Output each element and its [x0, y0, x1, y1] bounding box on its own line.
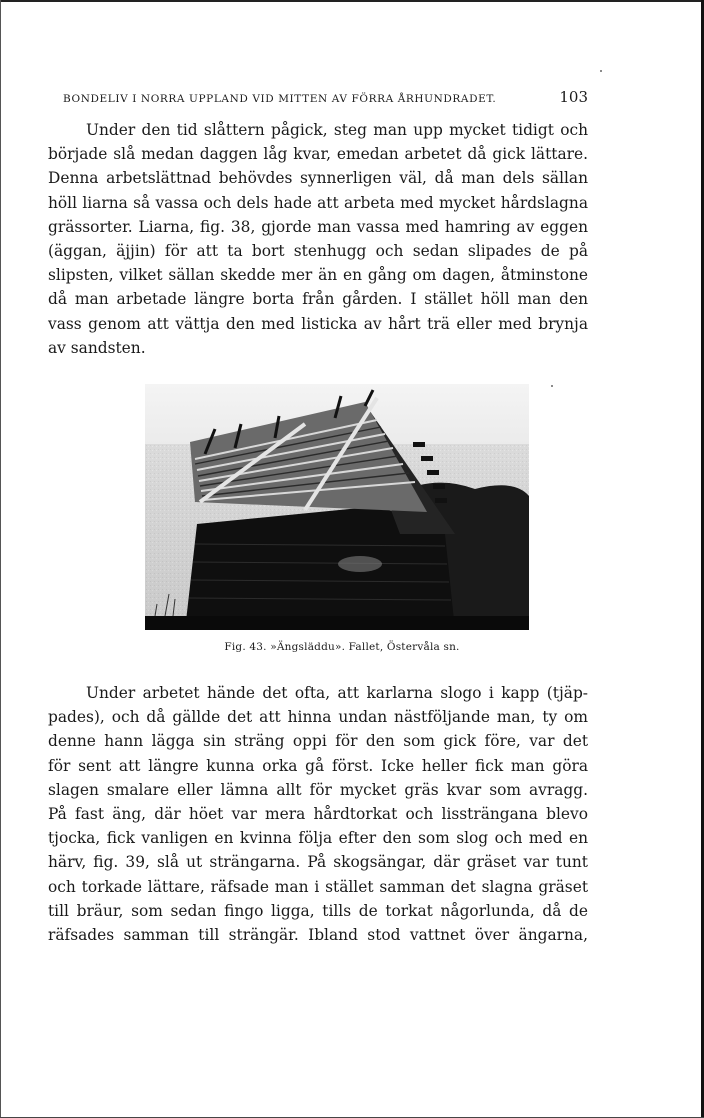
- scan-speck: [551, 385, 553, 387]
- text-line: vass genom att vättja den med listicka av hårt trä eller med brynja: [48, 314, 588, 333]
- text-line: slipsten, vilket sällan skedde mer än en gång om dagen, åtminstone: [48, 266, 588, 285]
- text-line: för sent att längre kunna orka gå först. Icke heller fick man göra: [48, 756, 588, 775]
- text-line: (äggan, äjjin) för att ta bort stenhugg och sedan slipades de på: [48, 241, 588, 260]
- text-line: pades), och då gällde det att hinna undan nästföljande man, ty om: [48, 708, 588, 727]
- figure-caption: Fig. 43. »Ängsläddu». Fallet, Östervåla sn.: [224, 641, 460, 653]
- text-line: höll liarna så vassa och dels hade att arbeta med mycket hårdslagna: [48, 193, 588, 212]
- paragraph-2: [48, 681, 588, 947]
- running-head-title: BONDELIV I NORRA UPPLAND VID MITTEN AV FÖRRA ÅRHUNDRADET.: [63, 93, 497, 105]
- text-line: började slå medan daggen låg kvar, emedan arbetet då gick lättare.: [48, 145, 588, 164]
- running-header: [63, 88, 588, 106]
- text-line: Denna arbetslättnad behövdes synnerligen väl, då man dels sällan: [48, 169, 588, 188]
- scan-speck: [600, 70, 602, 72]
- text-line: denne hann lägga sin sträng oppi för den som gick före, var det: [48, 732, 588, 751]
- text-line: härv, fig. 39, slå ut strängarna. På skogsängar, där gräset var tunt: [48, 853, 588, 872]
- page-number: 103: [559, 88, 588, 106]
- text-line: Under arbetet hände det ofta, att karlarna slogo i kapp (tjäp-: [86, 684, 588, 702]
- scan-edge-top: [0, 0, 704, 2]
- text-line: till bräur, som sedan fingo ligga, tills de torkat någorlunda, då de: [48, 901, 588, 920]
- figure-photo-hay-barn: [145, 384, 529, 630]
- text-line: av sandsten.: [48, 338, 146, 357]
- paragraph-1: [48, 118, 588, 360]
- text-line: grässorter. Liarna, fig. 38, gjorde man vassa med hamring av eggen: [48, 217, 588, 236]
- text-line: Under den tid slåttern pågick, steg man upp mycket tidigt och: [86, 121, 588, 139]
- text-line: räfsades samman till strängär. Ibland stod vattnet över ängarna,: [48, 925, 588, 944]
- text-line: tjocka, fick vanligen en kvinna följa efter den som slog och med en: [48, 829, 588, 848]
- text-line: slagen smalare eller lämna allt för mycket gräs kvar som avragg.: [48, 780, 588, 799]
- text-line: och torkade lättare, räfsade man i stället samman det slagna gräset: [48, 877, 588, 896]
- text-line: På fast äng, där höet var mera hårdtorkat och lissträngana blevo: [48, 804, 588, 823]
- text-line: då man arbetade längre borta från gården. I stället höll man den: [48, 290, 588, 309]
- hay-barn-photo: [145, 384, 529, 630]
- scan-edge-left: [0, 0, 1, 1118]
